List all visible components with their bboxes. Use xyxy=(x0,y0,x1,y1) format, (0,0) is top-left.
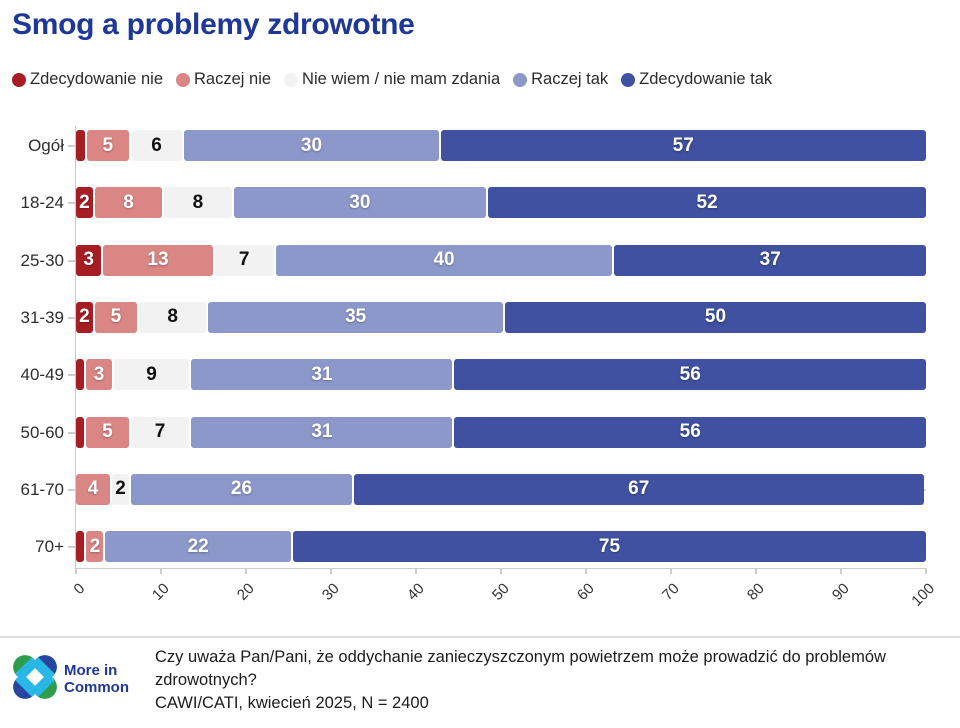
y-tick xyxy=(68,489,75,491)
bar-segment xyxy=(114,359,190,390)
segment-value: 3 xyxy=(93,363,105,385)
bar-segments xyxy=(76,359,926,390)
bar-segment xyxy=(112,474,129,505)
x-tick-label: 90 xyxy=(829,580,854,604)
x-tick xyxy=(840,568,842,574)
legend-item xyxy=(513,70,608,89)
bar-segment xyxy=(354,474,924,505)
segment-value: 2 xyxy=(115,478,126,500)
x-tick-label: 30 xyxy=(319,580,344,604)
bar-segment xyxy=(86,531,103,562)
row-label: 50-60 xyxy=(20,422,64,442)
bar-segments xyxy=(76,245,926,276)
bar-segment xyxy=(131,130,182,161)
bar-segment xyxy=(454,417,926,448)
bar-segments xyxy=(76,130,926,161)
segment-value: 26 xyxy=(230,478,253,500)
bar-segment xyxy=(293,531,926,562)
legend-dot-icon xyxy=(513,73,527,87)
caption-line: Czy uważa Pan/Pani, że oddychanie zanieczyszczonym powietrzem może prowadzić do problemów xyxy=(155,648,886,666)
bar-segment xyxy=(76,130,85,161)
x-tick-label: 10 xyxy=(149,580,174,604)
row-label: 40-49 xyxy=(20,365,64,385)
segment-value: 5 xyxy=(110,306,122,328)
y-tick xyxy=(68,260,75,262)
y-tick xyxy=(68,317,75,319)
x-tick-label: 20 xyxy=(234,580,259,604)
segment-value: 52 xyxy=(696,191,718,213)
legend-dot-icon xyxy=(284,73,298,87)
bar-segment xyxy=(95,187,162,218)
legend-item xyxy=(176,70,271,89)
bar-segment xyxy=(234,187,487,218)
segment-value: 37 xyxy=(759,249,781,271)
bar-segment xyxy=(76,302,93,333)
legend-label: Raczej nie xyxy=(194,70,272,88)
segment-value: 7 xyxy=(154,421,166,442)
segment-value: 9 xyxy=(146,363,157,385)
brand-line2: Common xyxy=(64,679,129,696)
bar-segment xyxy=(441,130,926,161)
legend-dot-icon xyxy=(621,73,635,87)
bar-segment xyxy=(105,531,291,562)
x-tick xyxy=(925,568,927,574)
bar-segment xyxy=(76,245,101,276)
x-tick-label: 60 xyxy=(574,580,599,604)
y-tick xyxy=(68,546,75,548)
segment-value: 4 xyxy=(87,478,99,500)
segment-value: 5 xyxy=(102,421,113,442)
bar-segment xyxy=(76,474,110,505)
bar-row xyxy=(20,187,926,218)
row-label: 61-70 xyxy=(20,479,64,499)
segment-value: 13 xyxy=(147,249,169,271)
bar-segment xyxy=(131,417,190,448)
segment-value: 67 xyxy=(628,478,650,500)
caption-line: zdrowotnych? xyxy=(155,671,257,689)
segment-value: 2 xyxy=(89,535,101,557)
row-label: Ogół xyxy=(28,136,64,155)
legend xyxy=(12,70,772,89)
segment-value: 6 xyxy=(151,134,162,156)
bar-segment xyxy=(76,187,93,218)
bar-segment xyxy=(76,531,84,562)
x-tick-label: 70 xyxy=(659,580,684,604)
chart-title: Smog a problemy zdrowotne xyxy=(12,8,415,41)
bar-segment xyxy=(191,359,452,390)
brand-line1: More in xyxy=(64,662,118,679)
segment-value: 56 xyxy=(679,421,701,442)
legend-label: Zdecydowanie tak xyxy=(639,70,773,88)
segment-value: 40 xyxy=(433,249,455,271)
bar-segment xyxy=(614,245,926,276)
x-tick xyxy=(75,568,77,574)
legend-item xyxy=(284,70,500,89)
bar-segments xyxy=(76,417,926,448)
legend-item xyxy=(12,70,163,89)
bar-segment xyxy=(184,130,439,161)
bar-row xyxy=(35,531,926,562)
y-tick xyxy=(68,432,75,434)
segment-value: 31 xyxy=(311,363,333,385)
bar-segment xyxy=(208,302,503,333)
segment-value: 3 xyxy=(83,249,94,271)
row-label: 70+ xyxy=(35,537,64,557)
segment-value: 75 xyxy=(598,535,621,557)
more-in-common-logo xyxy=(11,653,59,701)
bar-row xyxy=(28,130,926,161)
segment-value: 22 xyxy=(187,535,209,557)
segment-value: 8 xyxy=(192,191,204,213)
footer-divider xyxy=(0,636,960,638)
bar-row xyxy=(20,474,926,505)
segment-value: 30 xyxy=(349,191,371,213)
bar-segments xyxy=(76,187,926,218)
bar-segment xyxy=(191,417,452,448)
bar-segments xyxy=(76,531,926,562)
bar-segment xyxy=(86,359,111,390)
bar-segment xyxy=(131,474,352,505)
legend-dot-icon xyxy=(12,73,26,87)
segment-value: 31 xyxy=(311,421,333,442)
caption xyxy=(155,646,945,715)
x-tick xyxy=(330,568,332,574)
y-tick xyxy=(68,374,75,376)
x-tick-label: 80 xyxy=(744,580,769,604)
segment-value: 50 xyxy=(704,306,727,328)
legend-label: Zdecydowanie nie xyxy=(30,70,163,88)
x-tick xyxy=(755,568,757,574)
bar-row xyxy=(20,417,926,448)
legend-label: Nie wiem / nie mam zdania xyxy=(302,70,501,88)
bar-segment xyxy=(215,245,274,276)
x-tick-label: 50 xyxy=(489,580,514,604)
row-label: 18-24 xyxy=(20,193,64,213)
row-label: 25-30 xyxy=(20,250,64,270)
x-tick xyxy=(160,568,162,574)
y-tick xyxy=(68,202,75,204)
bar-segments xyxy=(76,474,926,505)
x-tick xyxy=(245,568,247,574)
bar-row xyxy=(20,359,926,390)
segment-value: 8 xyxy=(167,306,178,328)
bar-segment xyxy=(164,187,231,218)
segment-value: 7 xyxy=(238,249,250,271)
bar-segment xyxy=(76,359,84,390)
bar-segment xyxy=(139,302,206,333)
x-tick xyxy=(500,568,502,574)
bar-segment xyxy=(488,187,926,218)
bar-segment xyxy=(276,245,613,276)
row-label: 31-39 xyxy=(20,307,64,327)
bar-segment xyxy=(87,130,130,161)
segment-value: 56 xyxy=(679,363,701,385)
legend-item xyxy=(621,70,772,89)
bar-segment xyxy=(86,417,128,448)
segment-value: 2 xyxy=(79,191,90,213)
caption-line: CAWI/CATI, kwiecień 2025, N = 2400 xyxy=(155,694,429,712)
x-tick-label: 40 xyxy=(404,580,429,604)
y-tick xyxy=(68,145,75,147)
bar-segment xyxy=(95,302,137,333)
plot-area xyxy=(20,126,939,610)
x-tick xyxy=(585,568,587,574)
x-tick xyxy=(415,568,417,574)
brand-name xyxy=(64,662,129,696)
segment-value: 2 xyxy=(79,306,90,328)
bar-segment xyxy=(505,302,926,333)
segment-value: 5 xyxy=(102,134,114,156)
bar-segment xyxy=(76,417,84,448)
bar-row xyxy=(20,302,926,333)
segment-value: 8 xyxy=(123,191,134,213)
bar-segment xyxy=(454,359,926,390)
x-tick-label: 0 xyxy=(70,580,89,598)
segment-value: 30 xyxy=(300,134,323,156)
segment-value: 35 xyxy=(345,306,367,328)
bar-segments xyxy=(76,302,926,333)
legend-label: Raczej tak xyxy=(531,70,609,88)
legend-dot-icon xyxy=(176,73,190,87)
x-tick-label: 100 xyxy=(908,580,939,610)
segment-value: 57 xyxy=(672,134,694,156)
bar-row xyxy=(20,245,926,276)
bar-segment xyxy=(103,245,212,276)
x-tick xyxy=(670,568,672,574)
